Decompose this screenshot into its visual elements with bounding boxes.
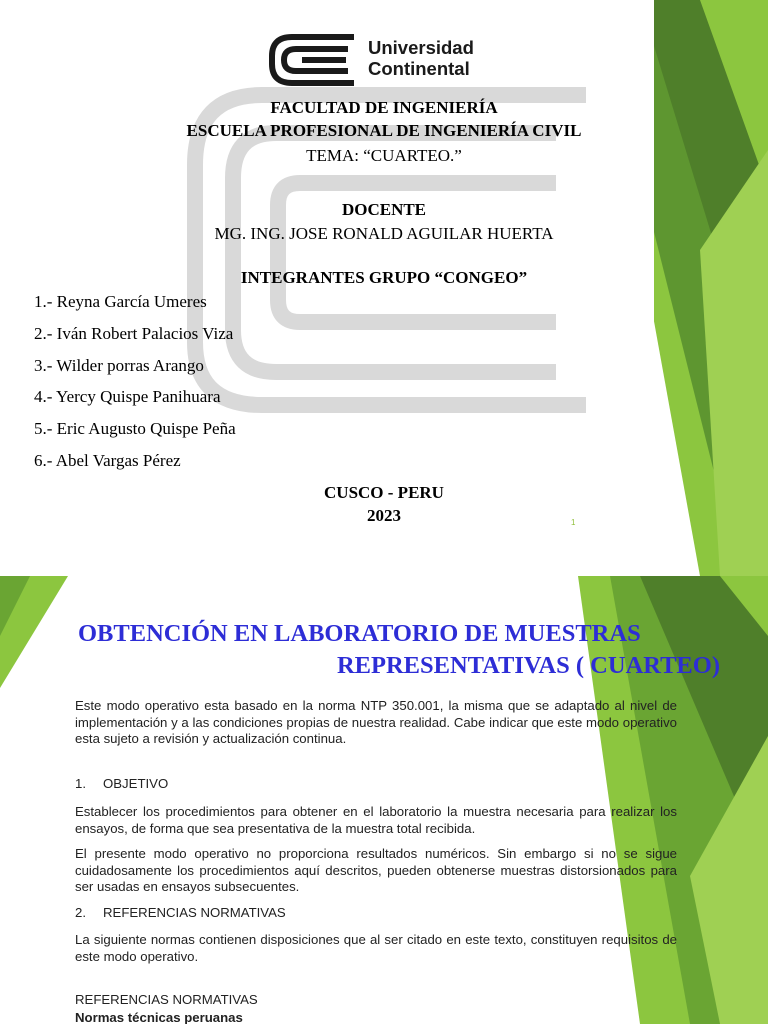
- member-item: 4.- Yercy Quispe Panihuara: [34, 387, 221, 406]
- slide-title-line-1: OBTENCIÓN EN LABORATORIO DE MUESTRAS: [78, 620, 641, 647]
- university-logo-icon: [268, 32, 360, 88]
- school-heading: ESCUELA PROFESIONAL DE INGENIERÍA CIVIL: [186, 121, 582, 140]
- objective-paragraph-1: Establecer los procedimientos para obtener en el laboratorio la muestra necesaria para realizar los ensayos, de forma que sea presentativa de la muestra total recibida.: [75, 804, 677, 836]
- intro-paragraph: Este modo operativo esta basado en la norma NTP 350.001, la misma que se adaptado al nivel de implementación y a las condiciones propias de nuestra realidad. Cabe indicar que este modo operativo esta sujeto a revisión y actualización continua.: [75, 698, 677, 746]
- member-item: 6.- Abel Vargas Pérez: [34, 451, 181, 470]
- section-title: REFERENCIAS NORMATIVAS: [103, 905, 286, 920]
- logo-wordmark: [368, 37, 474, 79]
- faculty-heading: FACULTAD DE INGENIERÍA: [270, 98, 498, 117]
- content-slide: [0, 576, 768, 1024]
- year-line: 2023: [367, 506, 401, 525]
- slide-title-line-2: REPRESENTATIVAS ( CUARTEO): [336, 652, 720, 679]
- peruvian-norms-heading: Normas técnicas peruanas: [75, 1010, 243, 1024]
- member-item: 2.- Iván Robert Palacios Viza: [34, 324, 234, 343]
- member-item: 3.- Wilder porras Arango: [34, 356, 204, 375]
- group-heading: INTEGRANTES GRUPO “CONGEO”: [240, 268, 528, 287]
- slide-title: [70, 618, 720, 682]
- teacher-heading: DOCENTE: [341, 200, 427, 219]
- logo-line-1: Universidad: [368, 37, 474, 58]
- topic-line: TEMA: “CUARTEO.”: [306, 146, 462, 165]
- section-number: 2.: [75, 905, 86, 920]
- references-paragraph: La siguiente normas contienen disposiciones que al ser citado en este texto, constituyen requisitos de este modo operativo.: [75, 932, 677, 964]
- objective-paragraph-2: El presente modo operativo no proporciona resultados numéricos. Sin embargo si no se sigue cuidadosamente los procedimientos aquí descritos, pueden obtenerse muestras distorsionados para ser usadas en ensayos subsecuentes.: [75, 846, 677, 894]
- references-subheading: REFERENCIAS NORMATIVAS: [75, 992, 258, 1007]
- location-line: CUSCO - PERU: [324, 483, 444, 502]
- member-item: 1.- Reyna García Umeres: [34, 292, 207, 311]
- section-title: OBJETIVO: [103, 776, 169, 791]
- member-item: 5.- Eric Augusto Quispe Peña: [34, 419, 236, 438]
- logo-line-2: Continental: [368, 58, 470, 79]
- section-number: 1.: [75, 776, 86, 791]
- teacher-name: MG. ING. JOSE RONALD AGUILAR HUERTA: [214, 224, 554, 243]
- section-heading-objective: [75, 776, 168, 791]
- section-heading-references: [75, 905, 286, 920]
- slide-page-number: 1: [571, 518, 576, 527]
